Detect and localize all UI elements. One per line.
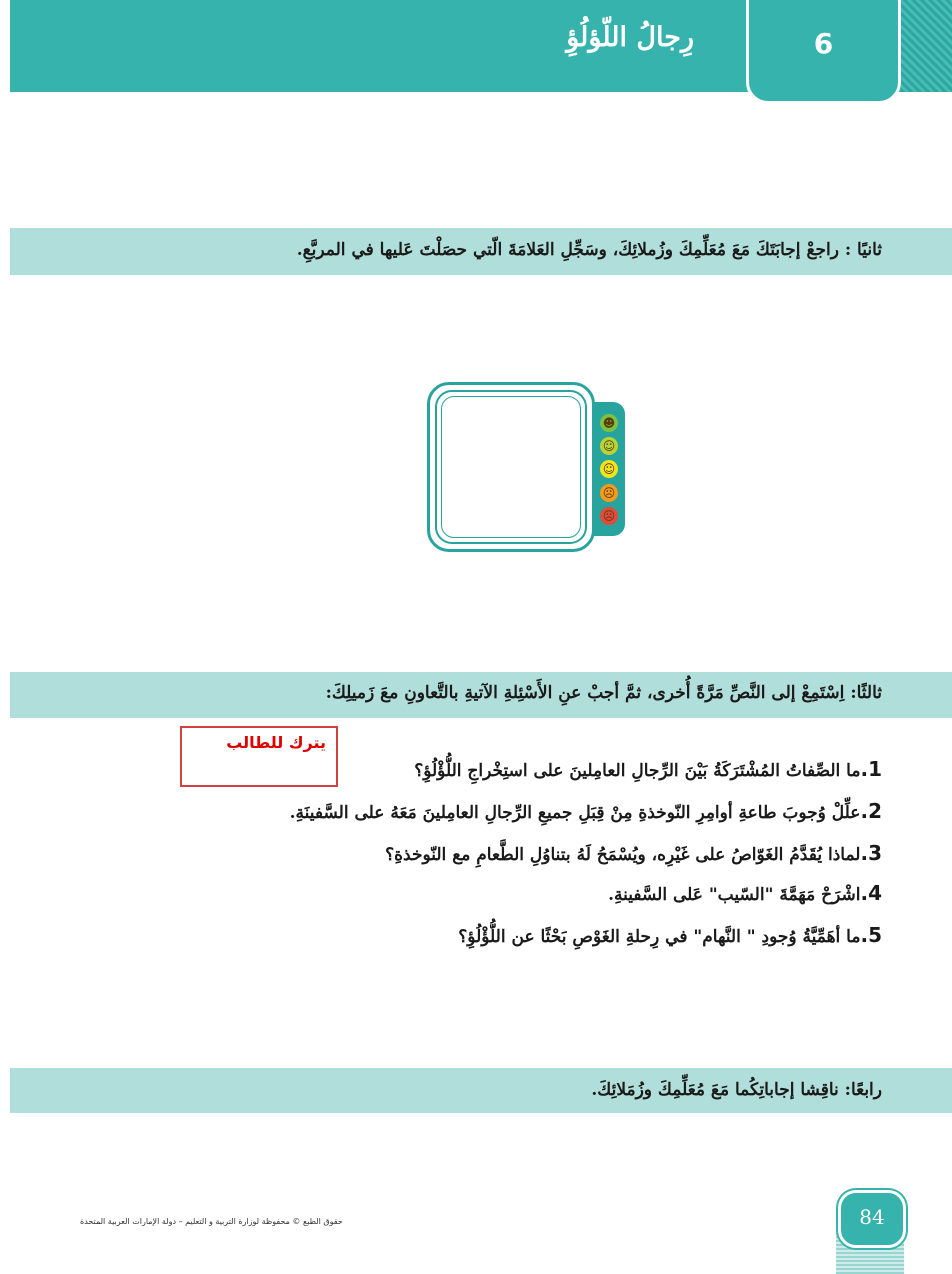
sad-face-icon: ☹ — [600, 484, 618, 502]
question-4: 4.اشْرَحْ مَهَمَّةَ "السّيب" عَلى السَّفينةِ. — [608, 881, 882, 905]
grade-box[interactable] — [427, 382, 595, 552]
question-3: 3.لماذا يُقَدَّمُ الغَوّاصُ على غَيْرِه، ويُسْمَحُ لَهُ بتناوُلِ الطَّعامِ مع النّوخذةِ؟ — [385, 841, 882, 865]
unit-tab — [746, 0, 901, 104]
neutral-face-icon: ☺ — [600, 460, 618, 478]
section-second-band — [10, 228, 952, 275]
student-note: يترك للطالب — [226, 733, 326, 752]
happy-face-icon: ☺ — [600, 437, 618, 455]
rating-faces-strip — [593, 402, 625, 536]
header-pattern — [901, 0, 952, 92]
unit-number: 6 — [813, 27, 834, 60]
section-fourth-text: رابعًا: ناقِشا إجاباتِكُما مَعَ مُعَلِّمِكَ وزُمَلائِكَ. — [591, 1080, 882, 1100]
section-fourth-band — [10, 1068, 952, 1113]
question-2: 2.علِّلْ وُجوبَ طاعةِ أوامِرِ النّوخذةِ مِنْ قِبَلِ جميعِ الرِّجالِ العامِلينَ مَعَهُ على السَّفينَةِ. — [289, 799, 882, 823]
section-second-text: ثانيًا : راجعْ إجابَتَكَ مَعَ مُعَلِّمِكَ وزُملائِكَ، وسَجِّلِ العَلامَةَ الّتي حصَلْتَ عَليها في المربَّعِ. — [296, 240, 882, 260]
angry-face-icon: ☹ — [600, 507, 618, 525]
page-number: 84 — [859, 1205, 885, 1229]
section-third-band — [10, 672, 952, 718]
copyright-notice: حقوق الطبع © محفوظة لوزارة التربية و التعليم – دولة الإمارات العربية المتحدة — [80, 1217, 343, 1226]
section-third-text: ثالثًا: اِسْتَمِعْ إلى النَّصِّ مَرَّةً أُخرى، ثمَّ أجبْ عنِ الأَسْئِلةِ الآتيةِ بالتَّعاونِ معَ زَميلِكَ: — [325, 683, 882, 703]
very-happy-face-icon: ☻ — [600, 414, 618, 432]
question-5: 5.ما أهَمِّيَّةُ وُجودِ " النَّهام" في رِحلةِ الغَوْصِ بَحْثًا عن اللُّؤْلُؤِ؟ — [458, 923, 882, 947]
page-number-badge — [838, 1190, 906, 1248]
student-note-box — [180, 726, 338, 787]
lesson-title: رِجالُ اللّؤلُؤِ — [566, 22, 694, 53]
question-1: 1.ما الصِّفاتُ المُشْتَرَكَةُ بَيْنَ الرِّجالِ العامِلينَ على استِخْراجِ اللُّؤْلُؤِ؟ — [414, 757, 882, 781]
